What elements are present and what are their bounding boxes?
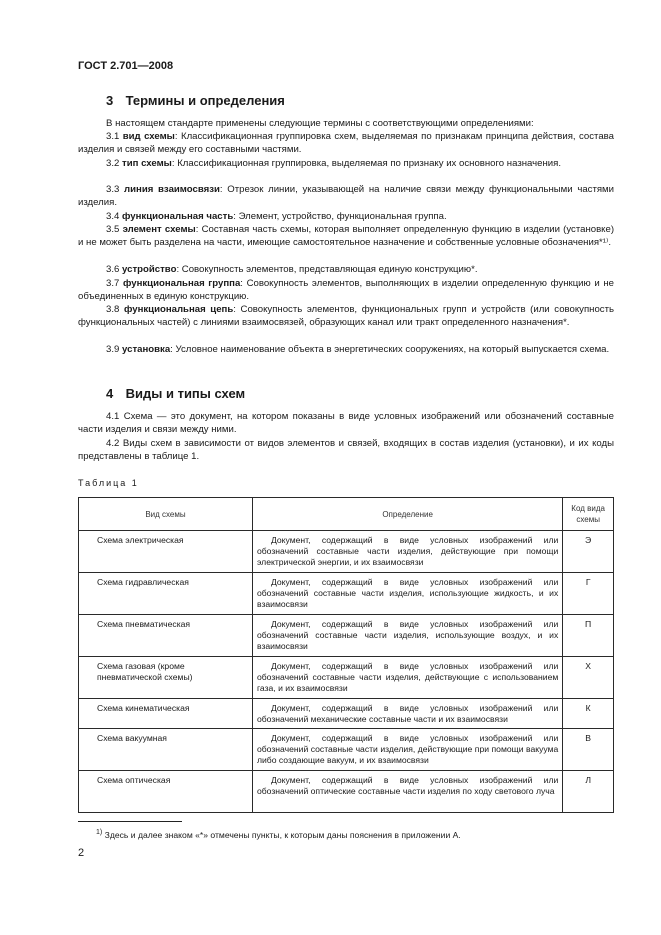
table-row — [79, 573, 614, 615]
cell-code: Г — [563, 573, 614, 615]
term-name: функциональная группа — [122, 278, 241, 289]
col-header-code: Код вида схемы — [563, 498, 614, 531]
table-row — [79, 615, 614, 657]
term-name: элемент схемы — [122, 224, 196, 235]
cell-code: В — [563, 729, 614, 771]
table-row — [79, 657, 614, 699]
term-3-1: 3.1 вид схемы: Классификационная группировка схем, выделяемая по признакам принципа действия, состава изделия и связей между его составными частями. — [78, 131, 614, 155]
term-3-9: 3.9 установка: Условное наименование объекта в энергетических сооружениях, на который выпускается схема. — [106, 344, 610, 355]
section-number: 3 — [106, 93, 114, 108]
cell-definition: Документ, содержащий в виде условных изображений или обозначений составные части изделия, использующие воздух, и их взаимосвязи — [252, 615, 562, 657]
cell-definition: Документ, содержащий в виде условных изображений или обозначений механические составные части и их взаимосвязи — [252, 699, 562, 729]
table-row — [79, 729, 614, 771]
term-3-6: 3.6 устройство: Совокупность элементов, представляющая единую конструкцию*. — [106, 264, 478, 275]
cell-definition: Документ, содержащий в виде условных изображений или обозначений составные части изделия, использующие жидкость, и их взаимосвязи — [252, 573, 562, 615]
footnote-separator — [78, 821, 182, 822]
footnote-mark: 1) — [96, 829, 103, 836]
cell-kind: Схема газовая (кроме пневматической схемы) — [79, 657, 253, 699]
term-3-8: 3.8 функциональная цепь: Совокупность элементов, функциональных групп и устройств (или совокупность функциональных частей) с линиями взаимосвязей, образующих канал или тракт определенного назначения*. — [78, 304, 614, 328]
footnote — [96, 829, 461, 840]
term-3-3: 3.3 линия взаимосвязи: Отрезок линии, указывающей на наличие связи между функциональными частями изделия. — [78, 184, 614, 208]
term-3-7: 3.7 функциональная группа: Совокупность элементов, выполняющих в изделии определенную функцию и не объединенных в единую конструкцию. — [78, 278, 614, 302]
term-3-2: 3.2 тип схемы: Классификационная группировка, выделяемая по признаку их основного назначения. — [106, 158, 562, 169]
section-3-heading — [106, 93, 285, 108]
term-name: устройство — [122, 264, 177, 275]
col-header-definition: Определение — [252, 498, 562, 531]
cell-code: Э — [563, 531, 614, 573]
doc-code-header: ГОСТ 2.701—2008 — [78, 60, 174, 72]
table-row — [79, 771, 614, 813]
table-header-row — [79, 498, 614, 531]
cell-kind: Схема вакуумная — [79, 729, 253, 771]
term-3-4: 3.4 функциональная часть: Элемент, устройство, функциональная группа. — [106, 211, 447, 222]
table-caption: Таблица 1 — [78, 478, 139, 488]
page-number: 2 — [78, 847, 85, 859]
term-3-5: 3.5 элемент схемы: Составная часть схемы, которая выполняет определенную функцию в изделии (установке) и не может быть разделена на части, имеющие самостоятельное назначение и собственные условные обозначения*¹⁾. — [78, 224, 615, 248]
section-3-intro: В настоящем стандарте применены следующие термины с соответствующими определениями: — [106, 118, 534, 129]
term-name: функциональная часть — [122, 211, 234, 222]
schema-types-table — [78, 497, 614, 813]
section-title: Термины и определения — [125, 93, 285, 108]
cell-code: П — [563, 615, 614, 657]
para-4-2: 4.2 Виды схем в зависимости от видов элементов и связей, входящих в состав изделия (установки), и их коды представлены в таблице 1. — [78, 438, 614, 462]
cell-code: Х — [563, 657, 614, 699]
cell-code: Л — [563, 771, 614, 813]
cell-definition: Документ, содержащий в виде условных изображений или обозначений составные части изделия, действующие при помощи электрической энергии, и их взаимосвязи — [252, 531, 562, 573]
term-name: установка — [122, 344, 171, 355]
term-name: функциональная цепь — [123, 304, 234, 315]
table-row — [79, 531, 614, 573]
cell-definition: Документ, содержащий в виде условных изображений или обозначений составные части изделия, действующие при помощи вакуума либо создающие вакуум, и их взаимосвязи — [252, 729, 562, 771]
cell-kind: Схема оптическая — [79, 771, 253, 813]
section-4-heading — [106, 386, 245, 401]
cell-kind: Схема пневматическая — [79, 615, 253, 657]
term-name: тип схемы — [122, 158, 172, 169]
term-name: линия взаимосвязи — [124, 184, 220, 195]
section-title: Виды и типы схем — [125, 386, 246, 401]
cell-kind: Схема кинематическая — [79, 699, 253, 729]
footnote-text: Здесь и далее знаком «*» отмечены пункты, к которым даны пояснения в приложении А. — [104, 829, 461, 840]
cell-definition: Документ, содержащий в виде условных изображений или обозначений составные части изделия, действующие с использованием газа, и их взаимосвязи — [252, 657, 562, 699]
section-number: 4 — [106, 386, 114, 401]
para-4-1: 4.1 Схема — это документ, на котором показаны в виде условных изображений или обозначений составные части изделия и связи между ними. — [78, 411, 614, 435]
col-header-kind: Вид схемы — [79, 498, 253, 531]
cell-kind: Схема электрическая — [79, 531, 253, 573]
table-row — [79, 699, 614, 729]
cell-code: К — [563, 699, 614, 729]
cell-definition: Документ, содержащий в виде условных изображений или обозначений оптические составные части изделия по ходу светового луча — [252, 771, 562, 813]
term-name: вид схемы — [122, 131, 175, 142]
cell-kind: Схема гидравлическая — [79, 573, 253, 615]
